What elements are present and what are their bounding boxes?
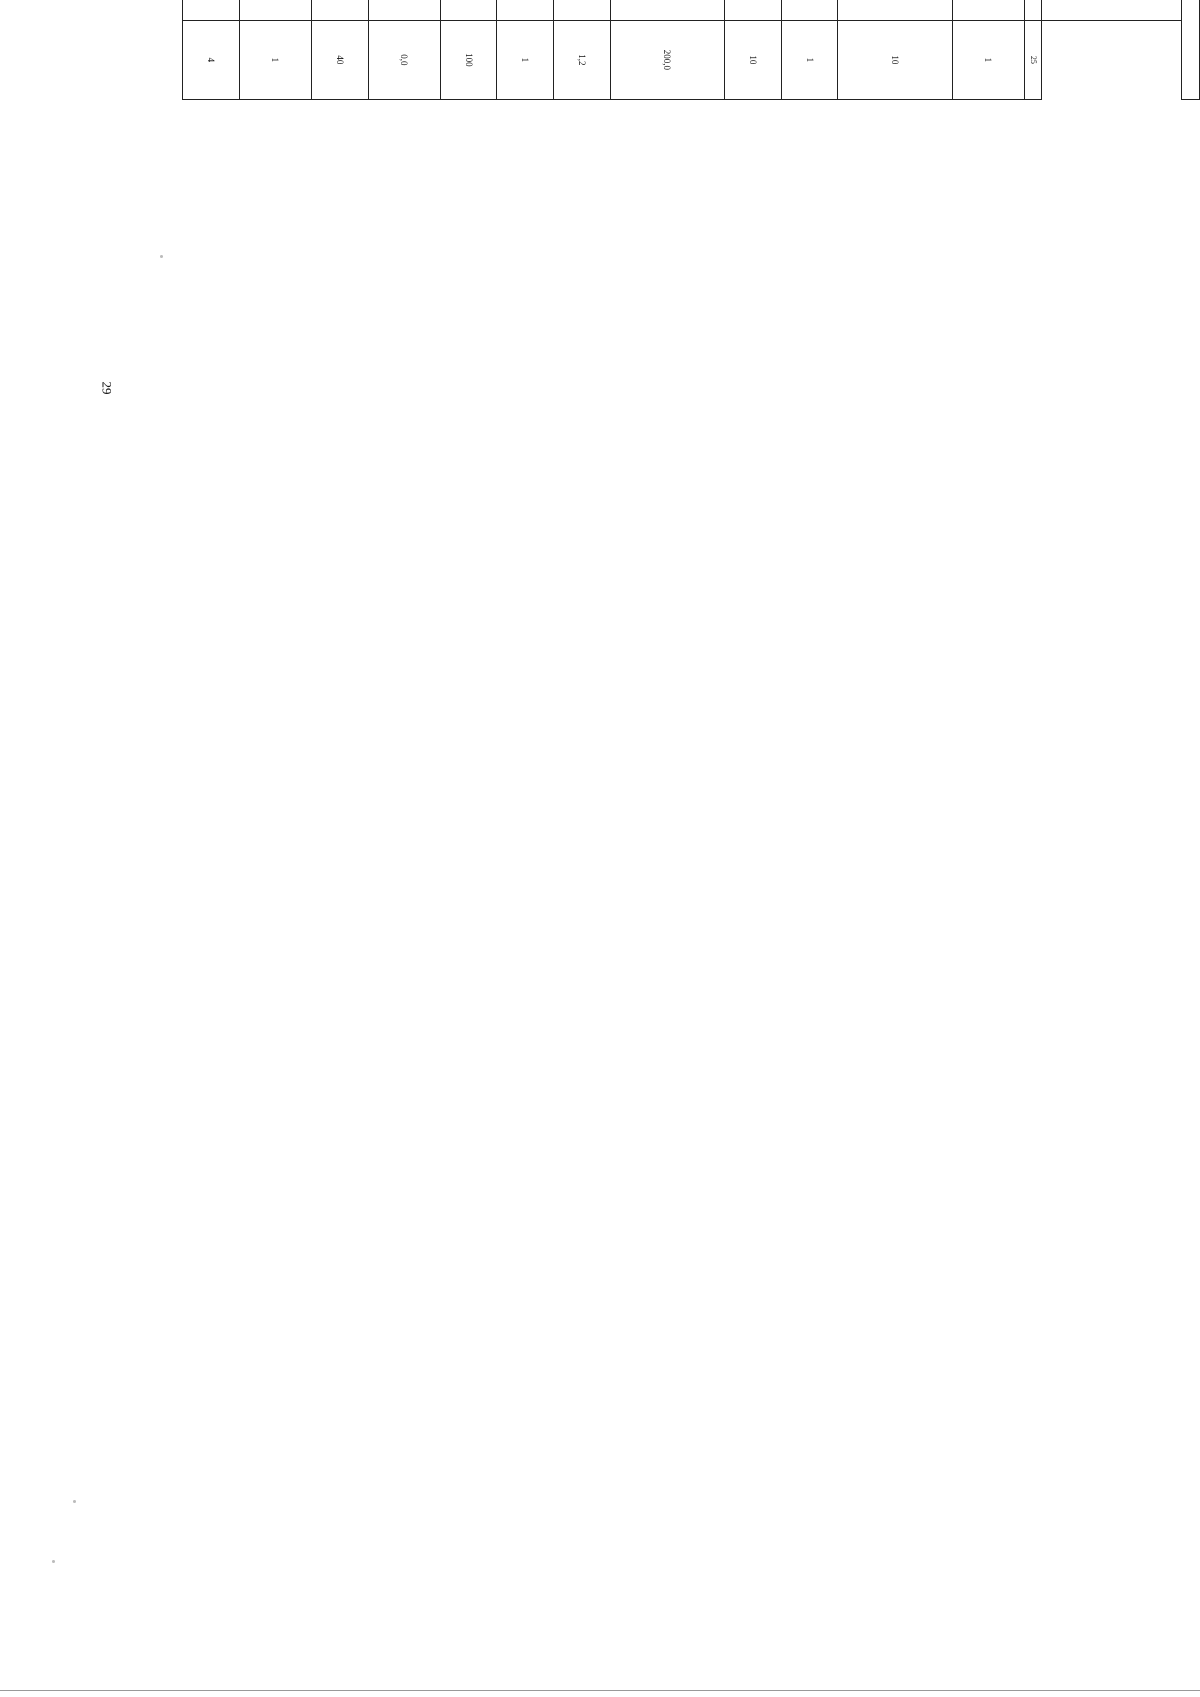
year-value-cell: 1 (497, 20, 554, 99)
year-value-cell: 1 (952, 20, 1024, 99)
year-value-cell: 40 (311, 20, 368, 99)
scan-edge-line (0, 1690, 1200, 1691)
column-number: 25 (1025, 20, 1042, 99)
year-value-cell (368, 0, 440, 20)
year-value-cell (183, 0, 240, 20)
page-number: 29 (99, 381, 115, 395)
scan-speck (52, 1560, 55, 1563)
scan-speck (73, 1500, 76, 1503)
year-value-cell: 0,0 (368, 20, 440, 99)
table-row (239, 0, 311, 100)
table-body (183, 0, 1025, 100)
table-row (725, 0, 782, 100)
rotated-table-frame (182, 0, 1200, 100)
year-value-cell: 1,2 (554, 20, 611, 99)
year-value-cell (725, 0, 782, 20)
table-row (838, 0, 952, 100)
table-row (952, 0, 1024, 100)
column-number-row (1025, 0, 1042, 100)
year-value-cell: 10 (838, 20, 952, 99)
year-value-cell (554, 0, 611, 20)
program-table (182, 0, 1200, 100)
table-row (368, 0, 440, 100)
rotated-table-inner (182, 0, 1200, 100)
table-row (497, 0, 554, 100)
table-row (554, 0, 611, 100)
year-value-cell (440, 0, 497, 20)
year-value-cell (497, 0, 554, 20)
hdr-year-2030 (1042, 0, 1182, 20)
year-value-cell (781, 0, 838, 20)
year-value-cell: 1 (239, 20, 311, 99)
year-value-cell: 100 (440, 20, 497, 99)
table-row (183, 0, 240, 100)
hdr-years (1182, 0, 1200, 100)
year-value-cell (838, 0, 952, 20)
table-row (311, 0, 368, 100)
table-row (440, 0, 497, 100)
scan-speck (160, 255, 163, 258)
table-row (781, 0, 838, 100)
table-row (610, 0, 724, 100)
column-number (1025, 0, 1042, 20)
year-value-cell (311, 0, 368, 20)
year-value-cell: 4 (183, 20, 240, 99)
year-value-cell: 200,0 (610, 20, 724, 99)
year-value-cell (952, 0, 1024, 20)
year-value-cell (610, 0, 724, 20)
year-value-cell: 10 (725, 20, 782, 99)
year-value-cell: 1 (781, 20, 838, 99)
table-head (1025, 0, 1200, 100)
year-value-cell (239, 0, 311, 20)
